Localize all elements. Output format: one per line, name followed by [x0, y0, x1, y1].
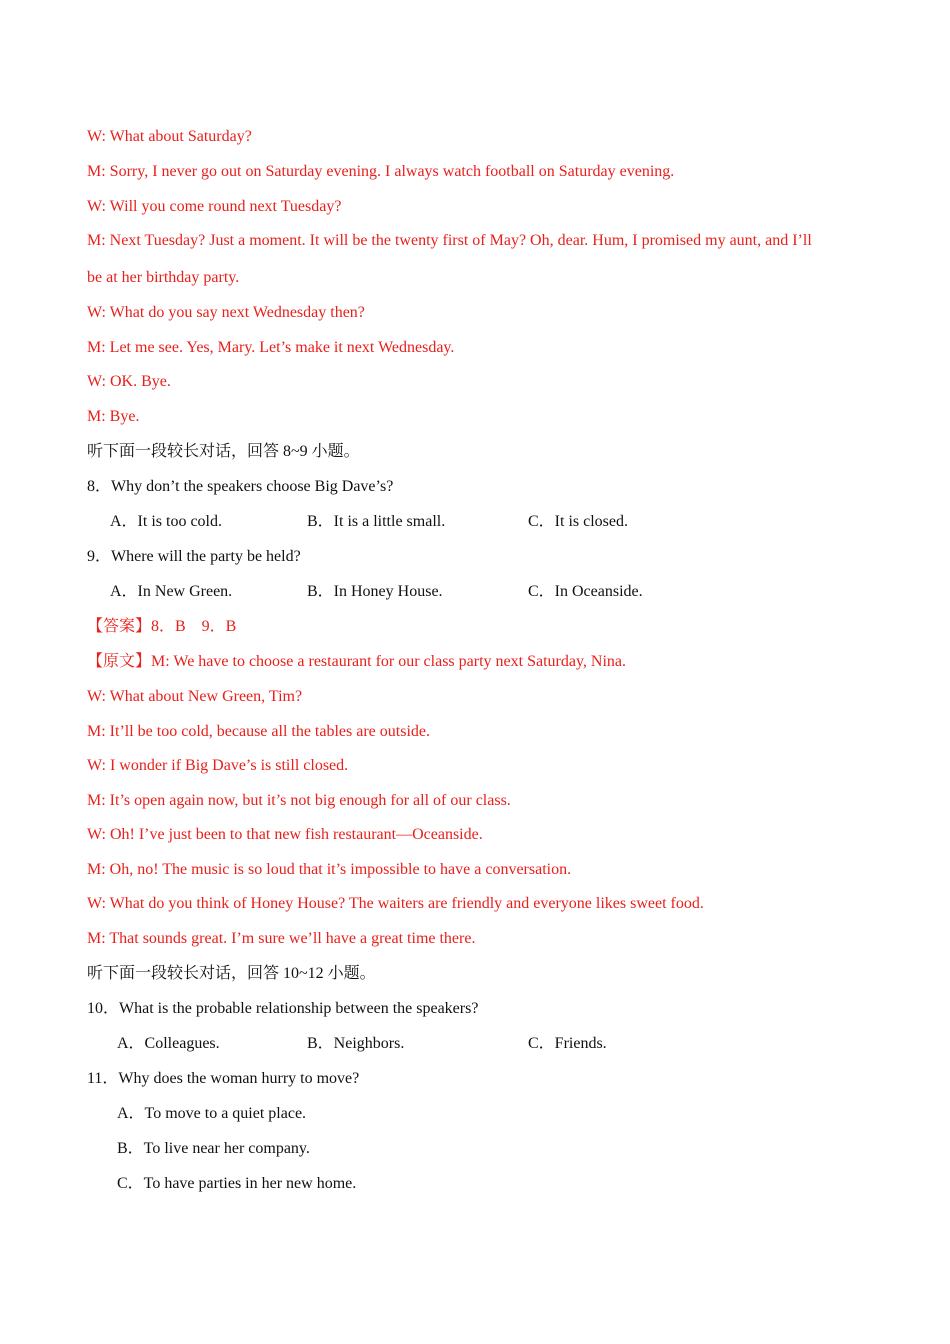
transcript-line: M: Let me see. Yes, Mary. Let’s make it next Wednesday.: [87, 339, 455, 356]
option-b: B．In Honey House.: [307, 583, 443, 600]
transcript-line: M: Bye.: [87, 408, 140, 425]
option-b: B．Neighbors.: [307, 1035, 405, 1052]
transcript-line: W: Oh! I’ve just been to that new fish restaurant—Oceanside.: [87, 826, 483, 843]
section-instruction: 听下面一段较长对话，回答 10~12 小题。: [87, 965, 376, 982]
question-stem: 8．Why don’t the speakers choose Big Dave’s?: [87, 478, 394, 495]
question-stem: 9．Where will the party be held?: [87, 548, 301, 565]
transcript-line: M: It’s open again now, but it’s not big enough for all of our class.: [87, 792, 511, 809]
option-c: C．Friends.: [528, 1035, 607, 1052]
transcript-line: W: Will you come round next Tuesday?: [87, 198, 342, 215]
transcript-line: be at her birthday party.: [87, 269, 240, 286]
option-b: B．To live near her company.: [117, 1140, 310, 1157]
transcript-line: M: Oh, no! The music is so loud that it’s impossible to have a conversation.: [87, 861, 572, 878]
transcript-line: W: What do you think of Honey House? The waiters are friendly and everyone likes sweet food.: [87, 895, 704, 912]
question-stem: 10．What is the probable relationship between the speakers?: [87, 1000, 479, 1017]
section-instruction: 听下面一段较长对话，回答 8~9 小题。: [87, 443, 360, 460]
transcript-line: W: What do you say next Wednesday then?: [87, 304, 365, 321]
transcript-line: M: That sounds great. I’m sure we’ll have a great time there.: [87, 930, 476, 947]
transcript-line: M: It’ll be too cold, because all the tables are outside.: [87, 723, 430, 740]
option-c: C．To have parties in her new home.: [117, 1175, 357, 1192]
transcript-line: M: Next Tuesday? Just a moment. It will be the twenty first of May? Oh, dear. Hum, I promised my aunt, and I’ll: [87, 232, 812, 249]
transcript-line: W: I wonder if Big Dave’s is still closed.: [87, 757, 349, 774]
option-b: B．It is a little small.: [307, 513, 446, 530]
transcript-line: W: What about Saturday?: [87, 128, 252, 145]
option-c: C．It is closed.: [528, 513, 628, 530]
transcript-line: M: Sorry, I never go out on Saturday evening. I always watch football on Saturday evening.: [87, 163, 675, 180]
option-a: A．Colleagues.: [117, 1035, 220, 1052]
transcript-line: W: OK. Bye.: [87, 373, 171, 390]
answer-key: 【答案】8．B 9．B: [87, 618, 237, 635]
option-a: A．To move to a quiet place.: [117, 1105, 307, 1122]
option-a: A．In New Green.: [110, 583, 233, 600]
option-c: C．In Oceanside.: [528, 583, 643, 600]
option-a: A．It is too cold.: [110, 513, 222, 530]
transcript-line: W: What about New Green, Tim?: [87, 688, 303, 705]
transcript-line: 【原文】M: We have to choose a restaurant for our class party next Saturday, Nina.: [87, 653, 627, 670]
question-stem: 11．Why does the woman hurry to move?: [87, 1070, 360, 1087]
